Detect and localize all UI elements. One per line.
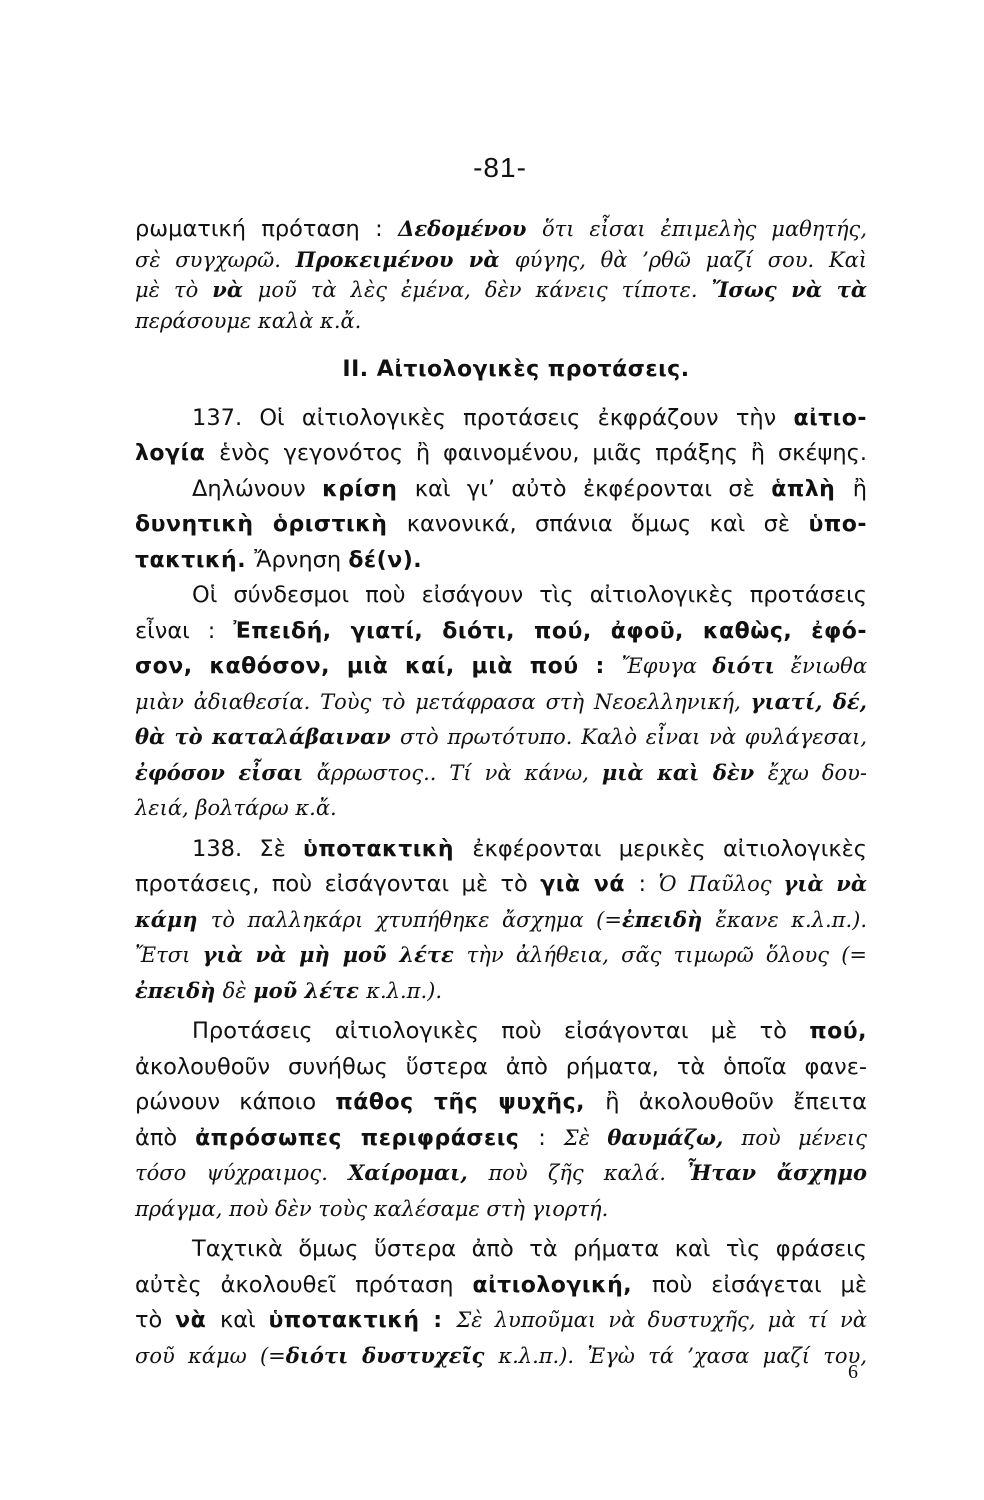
- text-run: καὶ: [219, 1307, 269, 1333]
- emphasized-text: πού,: [809, 1019, 867, 1044]
- emphasized-text: τακτική.: [135, 547, 255, 573]
- text-line: [135, 687, 867, 718]
- emphasized-text: νὰ: [212, 277, 258, 302]
- text-run: Ἔτσι: [135, 943, 203, 967]
- emphasized-text: Ἴσως νὰ τὰ: [711, 277, 867, 302]
- text-run: Οἱ σύνδεσμοι ποὺ εἰσάγουν τὶς αἰτιολογικὲς προτάσεις: [192, 582, 867, 608]
- text-run: ἄρρωστος.. Τί νὰ κάνω,: [316, 760, 602, 785]
- text-line: [135, 1123, 867, 1154]
- text-line: [135, 1158, 867, 1189]
- text-line: [135, 976, 867, 1007]
- emphasized-text: ἐφόσον εἶσαι: [135, 759, 317, 785]
- emphasized-text: ἀπρόσωπες περιφράσεις: [195, 1125, 539, 1151]
- emphasized-text: πάθος τῆς ψυχῆς,: [335, 1090, 606, 1115]
- text-run: ποὺ ζῆς καλά.: [488, 1161, 687, 1185]
- text-run: ρωματική πρόταση :: [135, 216, 399, 242]
- text-run: σοῦ κάμω (=: [135, 1343, 286, 1368]
- text-run: μιὰν ἀδιαθεσία. Τοὺς τὸ μετάφρασα στὴ Νεοελληνική,: [135, 689, 751, 714]
- text-run: Ἄρνηση: [254, 546, 349, 573]
- emphasized-text: ἁπλὴ: [771, 476, 853, 502]
- text-line: [135, 306, 867, 337]
- text-run: ρώνουν κάποιο: [135, 1089, 336, 1115]
- emphasized-text: διότι δυστυχεῖς: [285, 1342, 499, 1368]
- text-run: ὅτι εἶσαι ἐπιμελὴς μαθητής,: [542, 217, 867, 241]
- text-run: τόσο ψύχραιμος.: [135, 1161, 349, 1185]
- text-run: ἀκολουθοῦν συνήθως ὕστερα ἀπὸ ρήματα, τὰ ὁποῖα φανε-: [135, 1053, 867, 1080]
- page-number: -81-: [473, 152, 527, 183]
- emphasized-text: ὑποτακτικὴ: [303, 836, 473, 862]
- text-run: Δηλώνουν: [192, 475, 323, 502]
- text-run: ποὺ μένεις: [741, 1125, 868, 1150]
- text-run: λειά, βολτάρω κ.ἄ.: [135, 796, 337, 820]
- text-line: [135, 403, 867, 434]
- emphasized-text: μοῦ λέτε: [253, 977, 367, 1003]
- emphasized-text: γιὰ νὰ μὴ μοῦ λέτε: [202, 942, 467, 967]
- emphasized-text: γιατί, δέ,: [750, 688, 867, 714]
- emphasized-text: Χαίρομαι,: [348, 1160, 489, 1185]
- text-line: [135, 275, 867, 306]
- text-run: δὲ: [222, 978, 254, 1003]
- emphasized-text: ἐπειδὴ: [621, 906, 716, 932]
- text-line: [135, 1234, 867, 1265]
- emphasized-text: Ἐπειδή, γιατί, διότι, πού, ἀφοῦ, καθὼς, ἐφό-: [233, 618, 867, 644]
- text-line: [135, 616, 867, 647]
- text-run: σὲ συγχωρῶ.: [135, 247, 296, 272]
- emphasized-text: αἰτιο-: [793, 405, 867, 431]
- text-run: ἀπὸ: [135, 1124, 196, 1151]
- text-run: μοῦ τὰ λὲς ἐμένα, δὲν κάνεις τίποτε.: [257, 278, 712, 302]
- emphasized-text: II. Αἰτιολογικὲς προτάσεις.: [342, 357, 690, 382]
- text-line: [135, 1305, 867, 1336]
- text-run: ἐκφέρονται μερικὲς αἰτιολογικὲς: [472, 835, 867, 862]
- text-run: καὶ γι’ αὐτὸ ἐκφέρονται σὲ: [414, 475, 772, 502]
- text-run: Προτάσεις αἰτιολογικὲς ποὺ εἰσάγονται μὲ τὸ: [192, 1018, 810, 1044]
- page-body: [135, 214, 867, 1371]
- emphasized-text: αἰτιολογική,: [472, 1272, 653, 1298]
- text-line: [135, 214, 867, 245]
- emphasized-text: Ἦταν ἄσχημο: [686, 1160, 868, 1185]
- text-run: αὐτὲς ἀκολουθεῖ πρόταση: [135, 1271, 473, 1298]
- text-run: φύγης, θὰ ’ρθῶ μαζί σου. Καὶ: [514, 247, 868, 272]
- text-run: εἶναι :: [135, 617, 234, 644]
- text-run: τὸ: [135, 1307, 176, 1333]
- text-run: κανονικά, σπάνια ὅμως καὶ σὲ: [406, 511, 809, 537]
- text-run: τὸ παλληκάρι χτυπήθηκε ἄσχημα (=: [210, 907, 622, 932]
- text-line: [135, 758, 867, 789]
- text-line: [135, 245, 867, 276]
- text-run: περάσουμε καλὰ κ.ἄ.: [135, 308, 362, 333]
- text-line: [135, 580, 867, 611]
- text-line: [135, 905, 867, 936]
- emphasized-text: διότι: [712, 653, 791, 678]
- text-run: 137. Οἱ αἰτιολογικὲς προτάσεις ἐκφράζουν τὴν: [192, 404, 794, 431]
- text-run: ἔνιωθα: [790, 654, 867, 678]
- emphasized-text: κάμη: [135, 906, 211, 932]
- text-line: [135, 651, 867, 682]
- emphasized-text: δέ(ν).: [348, 547, 423, 573]
- text-run: Ὁ Παῦλος: [658, 872, 784, 896]
- text-run: Ἔφυγα: [621, 654, 713, 678]
- text-line: [135, 834, 867, 865]
- text-run: ἔκανε κ.λ.π.).: [715, 907, 868, 932]
- text-line: [135, 1016, 867, 1047]
- text-line: [135, 1087, 867, 1118]
- emphasized-text: κρίση: [322, 476, 415, 502]
- text-line: [135, 545, 867, 576]
- text-run: ποὺ εἰσάγεται μὲ: [652, 1271, 867, 1298]
- text-run: Σὲ: [563, 1125, 608, 1150]
- text-line: [135, 793, 867, 824]
- emphasized-text: γιὰ νὰ: [783, 871, 868, 896]
- emphasized-text: Δεδομένου: [398, 216, 543, 241]
- text-line: [135, 869, 867, 900]
- text-run: Σὲ λυποῦμαι νὰ δυστυχῆς, μὰ τί νὰ: [456, 1308, 867, 1332]
- text-run: ἔχω δου-: [767, 760, 867, 785]
- emphasized-text: γιὰ νά: [540, 872, 639, 897]
- section-heading: [135, 354, 867, 385]
- emphasized-text: θὰ τὸ καταλάβαιναν: [135, 724, 401, 749]
- text-run: κ.λ.π.).: [366, 978, 442, 1003]
- text-run: ἢ ἀκολουθοῦν ἔπειτα: [605, 1089, 867, 1115]
- text-run: μὲ τὸ: [135, 278, 213, 302]
- text-run: προτάσεις, ποὺ εἰσάγονται μὲ τὸ: [135, 871, 541, 897]
- text-line: [135, 1052, 867, 1083]
- text-run: :: [538, 1124, 564, 1151]
- emphasized-text: θαυμάζω,: [607, 1124, 742, 1150]
- text-run: 138. Σὲ: [192, 835, 304, 862]
- emphasized-text: ἐπειδὴ: [135, 977, 223, 1003]
- text-run: ἢ: [852, 475, 867, 502]
- emphasized-text: ὑπο-: [808, 512, 867, 537]
- text-line: [135, 474, 867, 505]
- text-line: [135, 1270, 867, 1301]
- text-run: κ.λ.π.). Ἐγὼ τά ’χασα μαζί του,: [498, 1343, 867, 1368]
- text-line: [135, 509, 867, 540]
- emphasized-text: νὰ: [175, 1308, 220, 1333]
- emphasized-text: σον, καθόσον, μιὰ καί, μιὰ πού :: [135, 654, 622, 679]
- emphasized-text: ὑποτακτική :: [268, 1308, 457, 1333]
- emphasized-text: λογία: [135, 441, 220, 466]
- emphasized-text: δυνητικὴ ὁριστικὴ: [135, 512, 407, 537]
- text-line: [135, 1341, 867, 1372]
- text-run: ἑνὸς γεγονότος ἢ φαινομένου, μιᾶς πράξης ἢ σκέψης.: [219, 440, 867, 466]
- emphasized-text: Προκειμένου νὰ: [295, 246, 515, 272]
- text-line: [135, 722, 867, 753]
- emphasized-text: μιὰ καὶ δὲν: [601, 759, 768, 785]
- text-run: :: [638, 871, 659, 897]
- sheet-number: 6: [848, 1361, 858, 1383]
- text-run: στὸ πρωτότυπο. Καλὸ εἶναι νὰ φυλάγεσαι,: [400, 725, 867, 749]
- text-line: [135, 438, 867, 469]
- text-line: [135, 1194, 867, 1225]
- text-run: πράγμα, ποὺ δὲν τοὺς καλέσαμε στὴ γιορτή.: [135, 1196, 609, 1221]
- text-line: [135, 940, 867, 971]
- text-run: Ταχτικὰ ὅμως ὕστερα ἀπὸ τὰ ρήματα καὶ τὶς φράσεις: [192, 1236, 867, 1262]
- text-run: τὴν ἀλήθεια, σᾶς τιμωρῶ ὅλους (=: [466, 943, 868, 967]
